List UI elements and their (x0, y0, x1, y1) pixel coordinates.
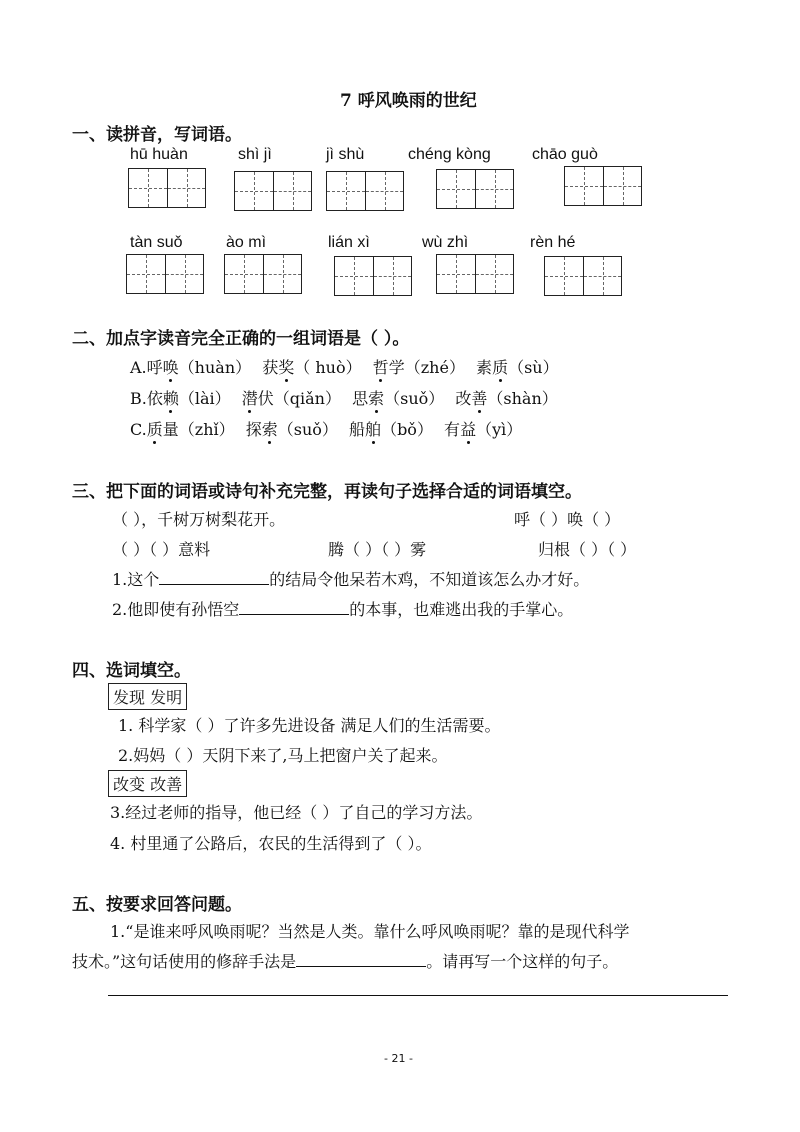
question-4-3[interactable]: 3.经过老师的指导，他已经（ ）了自己的学习方法。 (110, 803, 483, 822)
fill-in-line[interactable]: （ ）（ ）意料 (112, 540, 211, 559)
question-5-line-2: 技术。”这句话使用的修辞手法是 。请再写一个这样的句子。 (72, 952, 619, 971)
writing-grid[interactable] (326, 171, 404, 211)
option-b[interactable]: B.依赖（lài） 潜伏（qiǎn） 思索（suǒ） 改善（shàn） (130, 389, 558, 408)
writing-grid[interactable] (234, 171, 312, 211)
option-letter: C. (130, 420, 147, 439)
word-choice-box: 发现 发明 (108, 683, 187, 710)
writing-grid[interactable] (436, 254, 514, 294)
word-choice-box: 改变 改善 (108, 770, 187, 797)
answer-line[interactable] (108, 995, 728, 996)
question-5-line-1: 1.“是谁来呼风唤雨呢？当然是人类。靠什么呼风唤雨呢？靠的是现代科学 (110, 922, 630, 941)
question-4-1[interactable]: 1. 科学家（ ）了许多先进设备 满足人们的生活需要。 (118, 716, 501, 735)
answer-blank[interactable] (159, 568, 269, 585)
pinyin-label: shì jì (238, 146, 272, 163)
section-3-heading: 三、把下面的词语或诗句补充完整，再读句子选择合适的词语填空。 (72, 482, 582, 502)
fill-in-line[interactable]: 归根（ ）（ ） (538, 540, 637, 559)
pinyin-label: tàn suǒ (130, 234, 183, 251)
section-2-heading: 二、加点字读音完全正确的一组词语是（ ）。 (72, 329, 410, 349)
answer-blank[interactable] (239, 598, 349, 615)
writing-grid[interactable] (334, 256, 412, 296)
writing-grid[interactable] (126, 254, 204, 294)
section-5-heading: 五、按要求回答问题。 (72, 895, 242, 915)
writing-grid[interactable] (544, 256, 622, 296)
fill-in-line[interactable]: 呼（ ）唤（ ） (514, 510, 621, 529)
option-a[interactable]: A.呼唤（huàn） 获奖（ huò） 哲学（zhé） 素质（sù） (130, 358, 559, 377)
question-4-4[interactable]: 4. 村里通了公路后，农民的生活得到了（ ）。 (110, 834, 432, 853)
writing-grid[interactable] (128, 168, 206, 208)
fill-in-line[interactable]: 腾（ ）（ ）雾 (328, 540, 427, 559)
pinyin-label: jì shù (326, 146, 365, 163)
fill-in-line[interactable]: （ ），千树万树梨花开。 (112, 510, 286, 529)
pinyin-label: lián xì (328, 234, 370, 251)
pinyin-label: chéng kòng (408, 146, 491, 163)
writing-grid[interactable] (224, 254, 302, 294)
writing-grid[interactable] (564, 166, 642, 206)
answer-blank[interactable] (296, 950, 426, 967)
page-number: - 21 - (384, 1052, 413, 1065)
pinyin-label: hū huàn (130, 146, 188, 163)
option-c[interactable]: C.质量（zhǐ） 探索（suǒ） 船舶（bǒ） 有益（yì） (130, 420, 523, 439)
option-letter: B. (130, 389, 147, 408)
pinyin-label: wù zhì (422, 234, 469, 251)
question-4-2[interactable]: 2.妈妈（ ）天阴下来了,马上把窗户关了起来。 (118, 746, 448, 765)
pinyin-label: rèn hé (530, 234, 576, 251)
option-letter: A. (130, 358, 147, 377)
section-1-heading: 一、读拼音，写词语。 (72, 125, 242, 145)
question-3-1: 1.这个 的结局令他呆若木鸡，不知道该怎么办才好。 (112, 570, 590, 589)
page-title: 7 呼风唤雨的世纪 (340, 91, 477, 111)
writing-grid[interactable] (436, 169, 514, 209)
pinyin-label: chāo guò (532, 146, 598, 163)
section-4-heading: 四、选词填空。 (72, 661, 191, 681)
question-3-2: 2.他即使有孙悟空 的本事，也难逃出我的手掌心。 (112, 600, 574, 619)
pinyin-label: ào mì (226, 234, 267, 251)
